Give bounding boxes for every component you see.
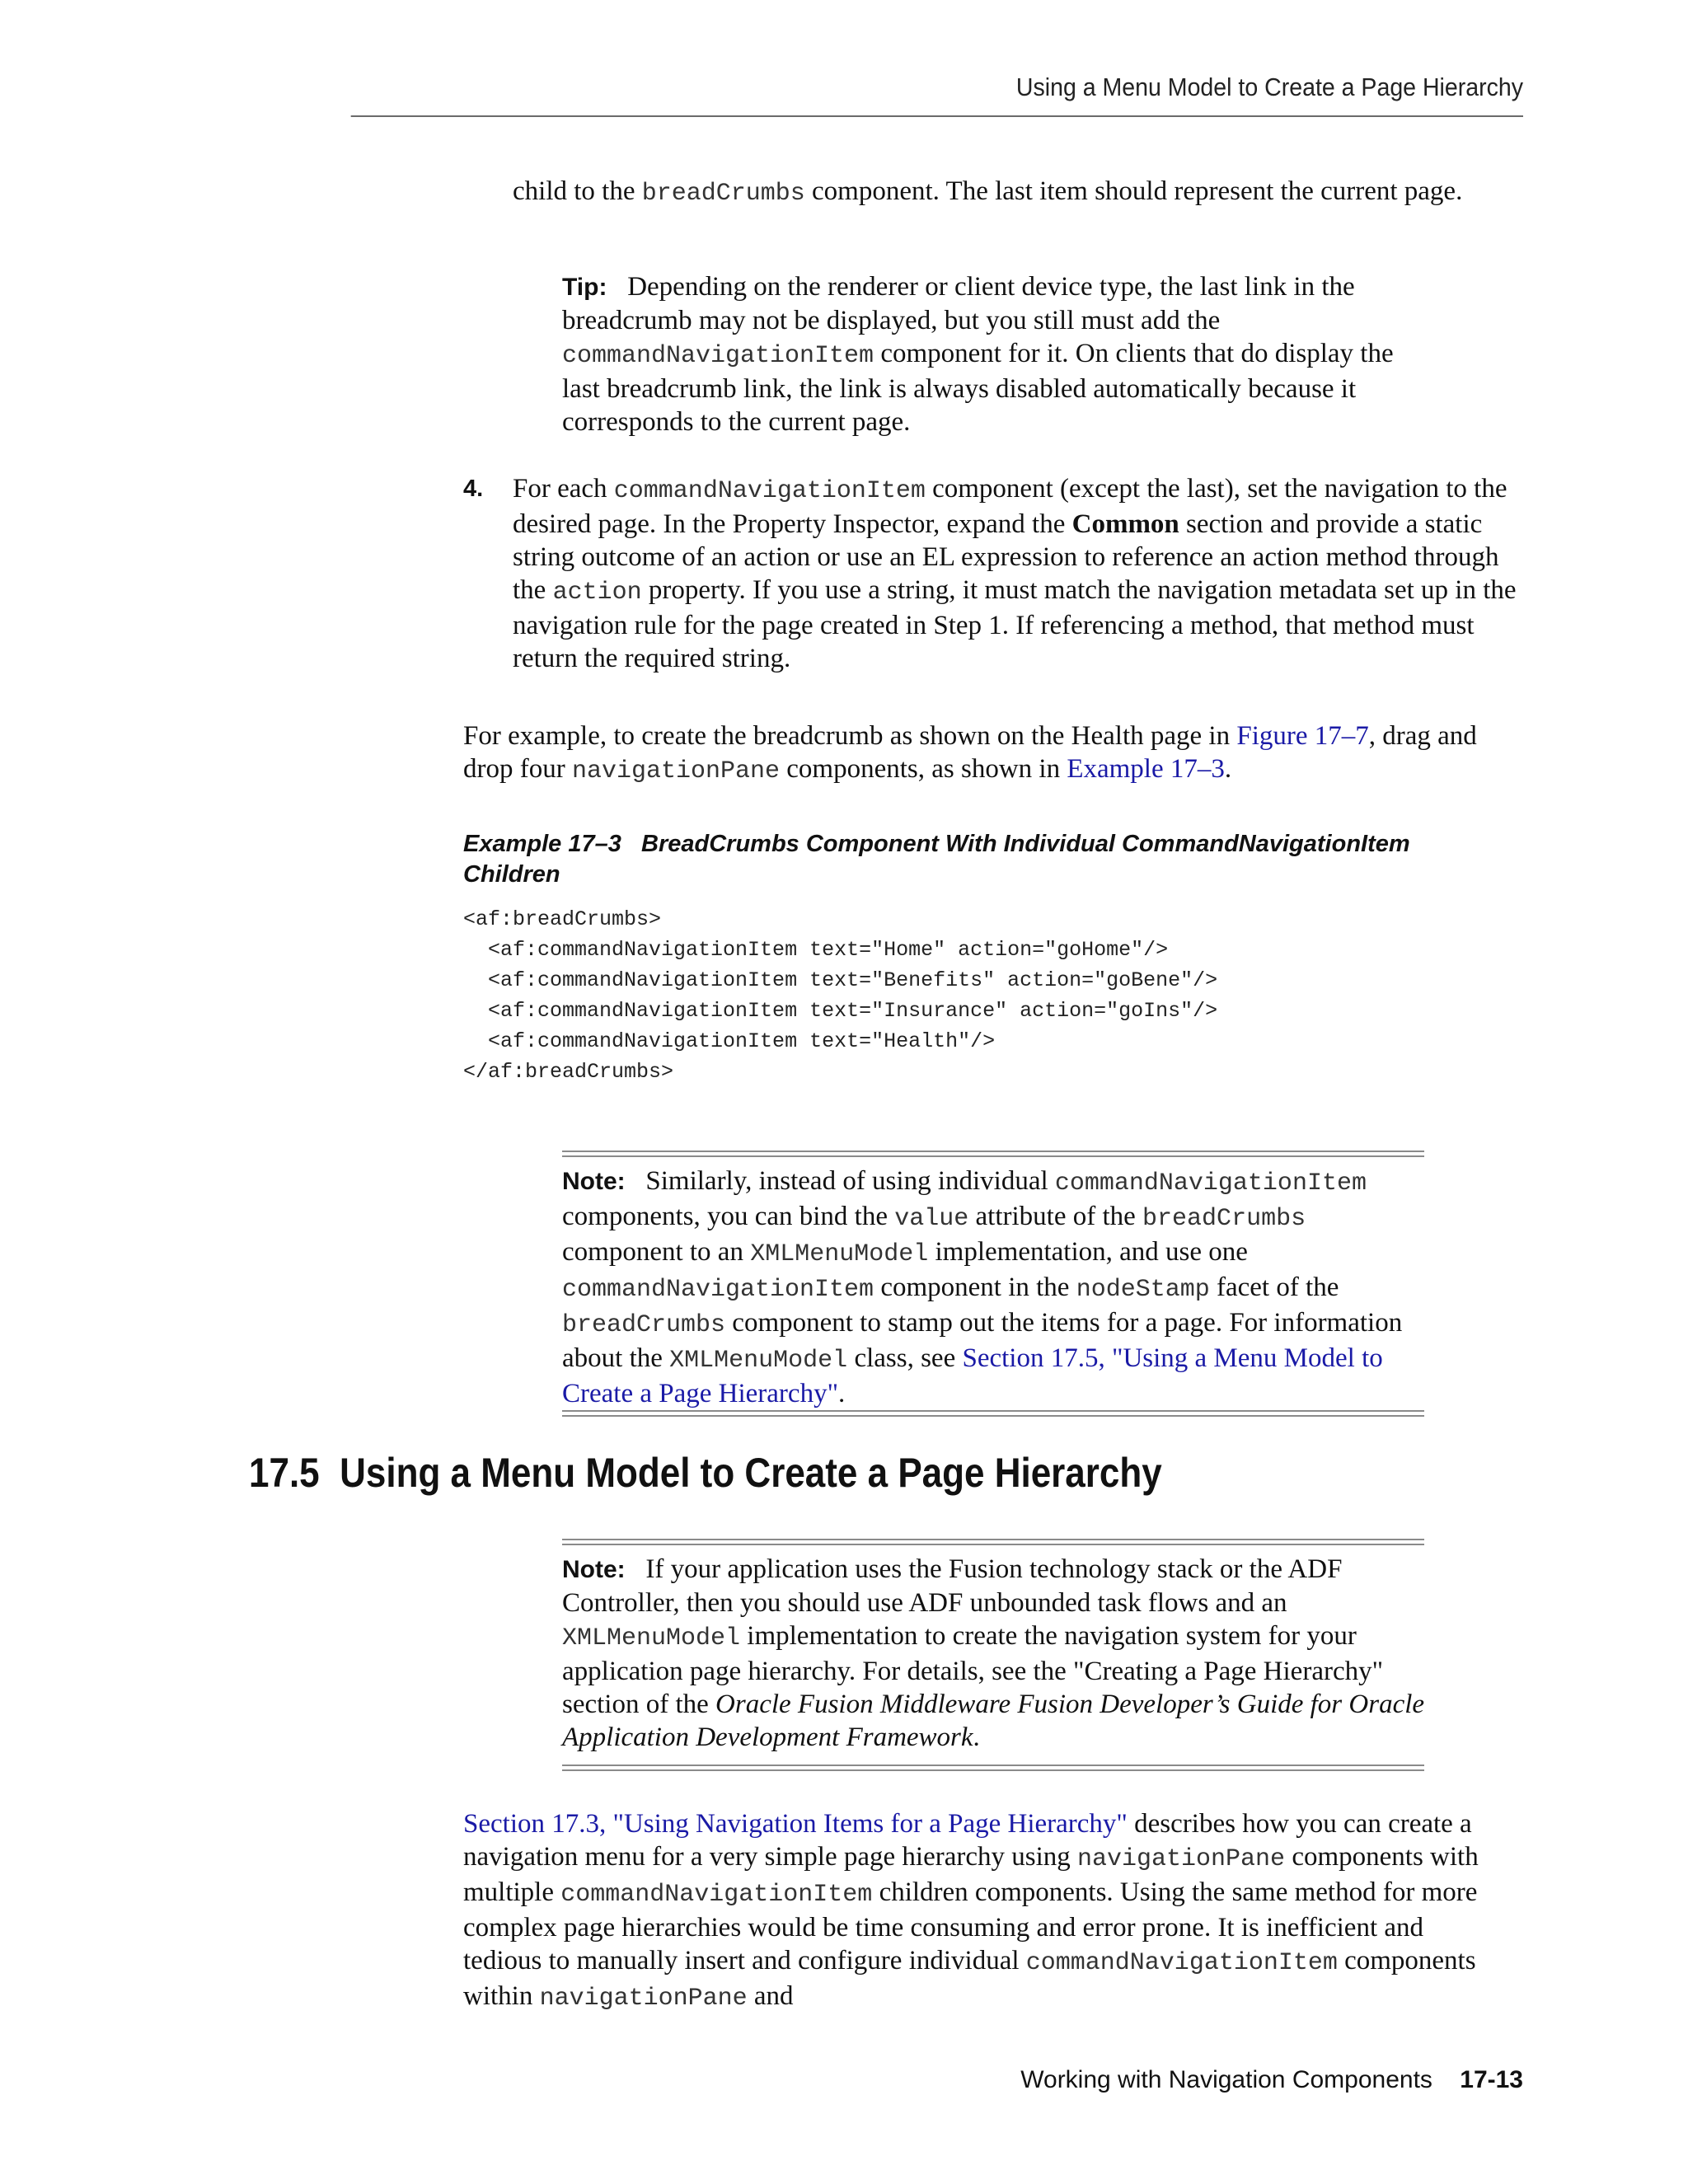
intro-paragraph — [513, 175, 1526, 210]
code-line: <af:commandNavigationItem text="Home" action="goHome"/> — [463, 938, 1169, 962]
note-2-block — [562, 1553, 1428, 1754]
note-1-text: facet of the — [1209, 1272, 1339, 1302]
step-text-2: component (except the last), set the navigation to the desired page. In the Property Inspector, expand the — [513, 474, 1507, 539]
closing-paragraph — [463, 1807, 1495, 2015]
code-line: <af:commandNavigationItem text="Benefits" action="goBene"/> — [463, 968, 1218, 992]
note-1-text: attribute of the — [968, 1202, 1143, 1231]
closing-code: navigationPane — [539, 1985, 748, 2013]
note-1-code: breadCrumbs — [1142, 1205, 1306, 1233]
code-line: <af:breadCrumbs> — [463, 907, 662, 931]
step-code-1: commandNavigationItem — [613, 477, 926, 505]
example-caption — [463, 829, 1502, 890]
note-1-code: breadCrumbs — [562, 1311, 726, 1339]
intro-text-2: component. The last item should represent the current page. — [804, 176, 1463, 206]
step-text-1: For each — [513, 474, 614, 504]
closing-text: and — [747, 1981, 794, 2011]
tip-label: Tip: — [562, 274, 607, 301]
tip-block — [562, 270, 1428, 438]
note-2-text: . — [973, 1722, 980, 1752]
note-1-text: implementation, and use one — [928, 1237, 1248, 1267]
intro-code: breadCrumbs — [641, 180, 805, 208]
note-1-text: component to an — [562, 1237, 751, 1267]
section-heading — [249, 1449, 1162, 1497]
section-number: 17.5 — [249, 1450, 320, 1496]
footer-page-number: 17-13 — [1460, 2066, 1523, 2093]
section-17-5-link[interactable]: Section 17.5, "Using a Menu Model to Create a Page Hierarchy" — [562, 1343, 1383, 1408]
note-1-text: components, you can bind the — [562, 1202, 895, 1231]
note-2-book-title: Oracle Fusion Middleware Fusion Developer’s Guide for Oracle Application Development Framework — [562, 1690, 1425, 1752]
closing-text: children components. Using the same method for more complex page hierarchies would be time consuming and error prone. It is inefficient and tedious to manually insert and configure individual — [463, 1877, 1478, 1975]
step-bold-common: Common — [1071, 509, 1179, 539]
note-1-block — [562, 1165, 1428, 1410]
note-1-code: XMLMenuModel — [750, 1240, 929, 1268]
note-1-text: component to stamp out the items for a page. For information about the — [562, 1308, 1403, 1373]
note-1-text: Similarly, instead of using individual — [645, 1166, 1055, 1196]
step-number: 4. — [463, 476, 484, 502]
example-text-1: For example, to create the breadcrumb as shown on the Health page in — [463, 721, 1237, 751]
note-2-label: Note: — [562, 1556, 626, 1583]
tip-code: commandNavigationItem — [562, 342, 874, 370]
note-2-top-rule — [562, 1539, 1424, 1545]
closing-code: navigationPane — [1077, 1845, 1286, 1873]
code-line: <af:commandNavigationItem text="Insurance" action="goIns"/> — [463, 999, 1218, 1023]
example-paragraph — [463, 719, 1485, 788]
code-line: <af:commandNavigationItem text="Health"/> — [463, 1029, 996, 1053]
footer-chapter-title: Working with Navigation Components — [1020, 2066, 1432, 2093]
note-1-bottom-rule — [562, 1410, 1424, 1417]
running-header — [351, 73, 1523, 117]
note-1-text: class, see — [847, 1343, 963, 1373]
step-4-paragraph — [513, 472, 1528, 675]
closing-text: describes how you can create a navigation menu for a very simple page hierarchy using — [463, 1809, 1472, 1872]
intro-text-1: child to the — [513, 176, 642, 206]
code-block — [463, 904, 1217, 1087]
closing-text: components within — [463, 1946, 1476, 2011]
step-text-3: section and provide a static string outcome of an action or use an EL expression to reference an action method through the — [513, 509, 1499, 605]
note-1-code: commandNavigationItem — [1054, 1169, 1367, 1197]
section-17-3-link[interactable]: Section 17.3, "Using Navigation Items for a Page Hierarchy" — [463, 1809, 1128, 1839]
example-text-3: components, as shown in — [780, 754, 1067, 784]
note-1-text: component in the — [874, 1272, 1076, 1302]
page-footer — [1020, 2066, 1523, 2094]
note-1-code: nodeStamp — [1076, 1276, 1210, 1304]
note-1-top-rule — [562, 1151, 1424, 1157]
note-1-code: commandNavigationItem — [562, 1276, 874, 1304]
step-text-4: property. If you use a string, it must match the navigation metadata set up in the navigation rule for the page created in Step 1. If referencing a method, that method must return the required string. — [513, 575, 1517, 673]
note-1-code: value — [894, 1205, 969, 1233]
example-caption-number: Example 17–3 — [463, 831, 621, 857]
note-2-bottom-rule — [562, 1765, 1424, 1771]
code-line: </af:breadCrumbs> — [463, 1060, 674, 1084]
step-code-2: action — [552, 579, 642, 607]
note-2-text: If your application uses the Fusion technology stack or the ADF Controller, then you should use ADF unbounded task flows and an — [562, 1554, 1343, 1618]
running-header-title: Using a Menu Model to Create a Page Hierarchy — [1015, 73, 1523, 101]
section-title: Using a Menu Model to Create a Page Hierarchy — [340, 1450, 1162, 1496]
example-17-3-link[interactable]: Example 17–3 — [1067, 754, 1225, 784]
figure-17-7-link[interactable]: Figure 17–7 — [1236, 721, 1369, 751]
tip-text-2: component for it. On clients that do display the last breadcrumb link, the link is always disabled automatically because it corresponds to the current page. — [562, 339, 1394, 437]
example-caption-title: BreadCrumbs Component With Individual CommandNavigationItem Children — [463, 831, 1410, 888]
example-text-4: . — [1224, 754, 1232, 784]
tip-text-1: Depending on the renderer or client device type, the last link in the breadcrumb may not be displayed, but you still must add the — [562, 272, 1355, 335]
note-1-label: Note: — [562, 1168, 626, 1195]
note-2-code: XMLMenuModel — [562, 1624, 741, 1652]
note-1-text: . — [838, 1379, 846, 1408]
closing-code: commandNavigationItem — [560, 1881, 873, 1909]
note-1-code: XMLMenuModel — [669, 1347, 848, 1375]
closing-code: commandNavigationItem — [1025, 1949, 1338, 1977]
note-2-text: implementation to create the navigation system for your application page hierarchy. For details, see the "Creating a Page Hierarchy" section of the — [562, 1621, 1384, 1719]
example-text-2: , drag and drop four — [463, 721, 1477, 784]
closing-text: components with multiple — [463, 1842, 1479, 1907]
example-code: navigationPane — [571, 757, 781, 785]
